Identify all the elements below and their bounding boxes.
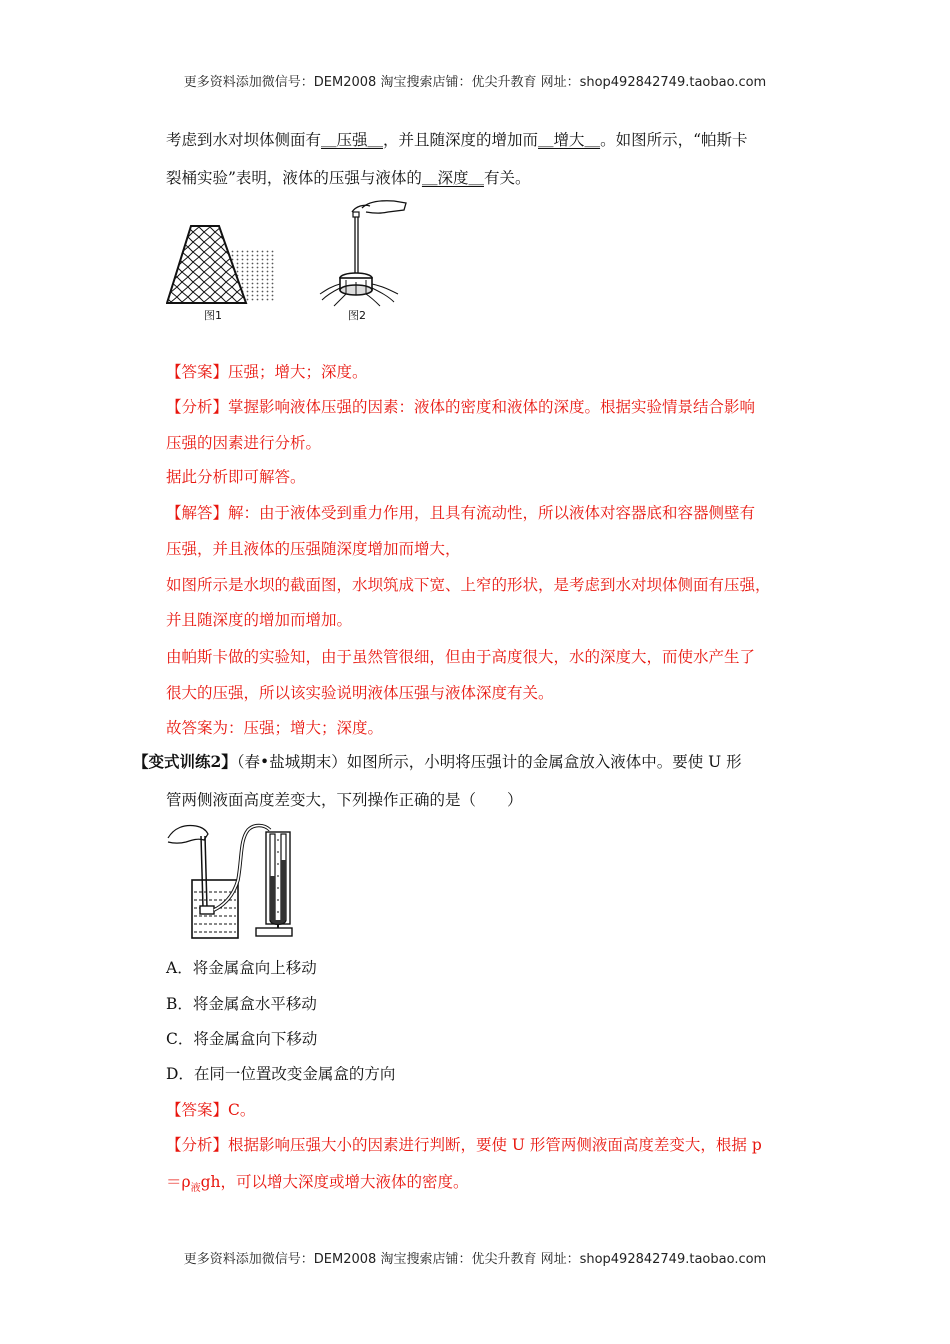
q2-text: （春•盐城期末）如图所示，小明将压强计的金属盒放入液体中。要使 U 形 (236, 753, 742, 771)
pressure-gauge-figure (166, 818, 296, 940)
solution-line: 很大的压强，所以该实验说明液体压强与液体深度有关。 (166, 684, 554, 702)
dam-figure (166, 222, 276, 306)
option-b: B．将金属盒水平移动 (166, 995, 317, 1013)
solution-line: 如图所示是水坝的截面图，水坝筑成下宽、上窄的形状，是考虑到水对坝体侧面有压强， (166, 576, 771, 594)
analysis-line: 压强的因素进行分析。 (166, 434, 322, 452)
analysis-line: 【分析】根据影响压强大小的因素进行判断，要使 U 形管两侧液面高度差变大，根据 p (166, 1136, 762, 1154)
analysis-line: 据此分析即可解答。 (166, 468, 306, 486)
page-footer: 更多资料添加微信号：DEM2008 淘宝搜索店铺：优尖升教育 网址：shop492842749.taobao.com (183, 1252, 767, 1267)
exercise-tag: 【变式训练2】 (133, 752, 237, 771)
option-d: D．在同一位置改变金属盒的方向 (166, 1065, 396, 1083)
formula-text: ＝ρ (166, 1173, 191, 1191)
analysis-line (166, 1170, 469, 1194)
q1-text: 。如图所示，“帕斯卡 (600, 131, 748, 149)
option-a: A．将金属盒向上移动 (166, 959, 317, 977)
formula-text: gh，可以增大深度或增大液体的密度。 (200, 1173, 469, 1191)
solution-line: 由帕斯卡做的实验知，由于虽然管很细，但由于高度很大，水的深度大，而使水产生了 (166, 648, 756, 666)
answer-blank: ＿压强＿ (321, 131, 384, 149)
analysis-line: 【分析】掌握影响液体压强的因素：液体的密度和液体的深度。根据实验情景结合影响 (166, 398, 756, 416)
q1-text: 有关。 (483, 169, 531, 187)
figure-caption: 图2 (348, 309, 366, 322)
solution-line: 压强，并且液体的压强随深度增加而增大， (166, 540, 461, 558)
q1-line-2 (166, 166, 530, 188)
q1-text: 裂桶实验”表明，液体的压强与液体的 (166, 169, 422, 187)
formula-subscript: 液 (190, 1183, 201, 1195)
figure-caption: 图1 (204, 309, 222, 322)
q2-line-2: 管两侧液面高度差变大，下列操作正确的是（ ） (166, 791, 523, 809)
pascal-barrel-figure (318, 198, 410, 308)
answer-line: 【答案】压强；增大；深度。 (166, 363, 368, 381)
final-answer-line: 故答案为：压强；增大；深度。 (166, 719, 384, 737)
answer-line: 【答案】C。 (166, 1101, 256, 1119)
solution-line: 并且随深度的增加而增加。 (166, 611, 353, 629)
option-c: C．将金属盒向下移动 (166, 1030, 318, 1048)
q2-line-1 (133, 750, 742, 772)
page-header: 更多资料添加微信号：DEM2008 淘宝搜索店铺：优尖升教育 网址：shop492842749.taobao.com (183, 75, 767, 90)
q1-text: 考虑到水对坝体侧面有 (166, 131, 322, 149)
solution-line: 【解答】解：由于液体受到重力作用，且具有流动性，所以液体对容器底和容器侧壁有 (166, 504, 756, 522)
answer-blank: ＿增大＿ (538, 131, 601, 149)
q1-line-1 (166, 128, 748, 150)
q1-text: ，并且随深度的增加而 (383, 131, 539, 149)
answer-blank: ＿深度＿ (421, 169, 484, 187)
